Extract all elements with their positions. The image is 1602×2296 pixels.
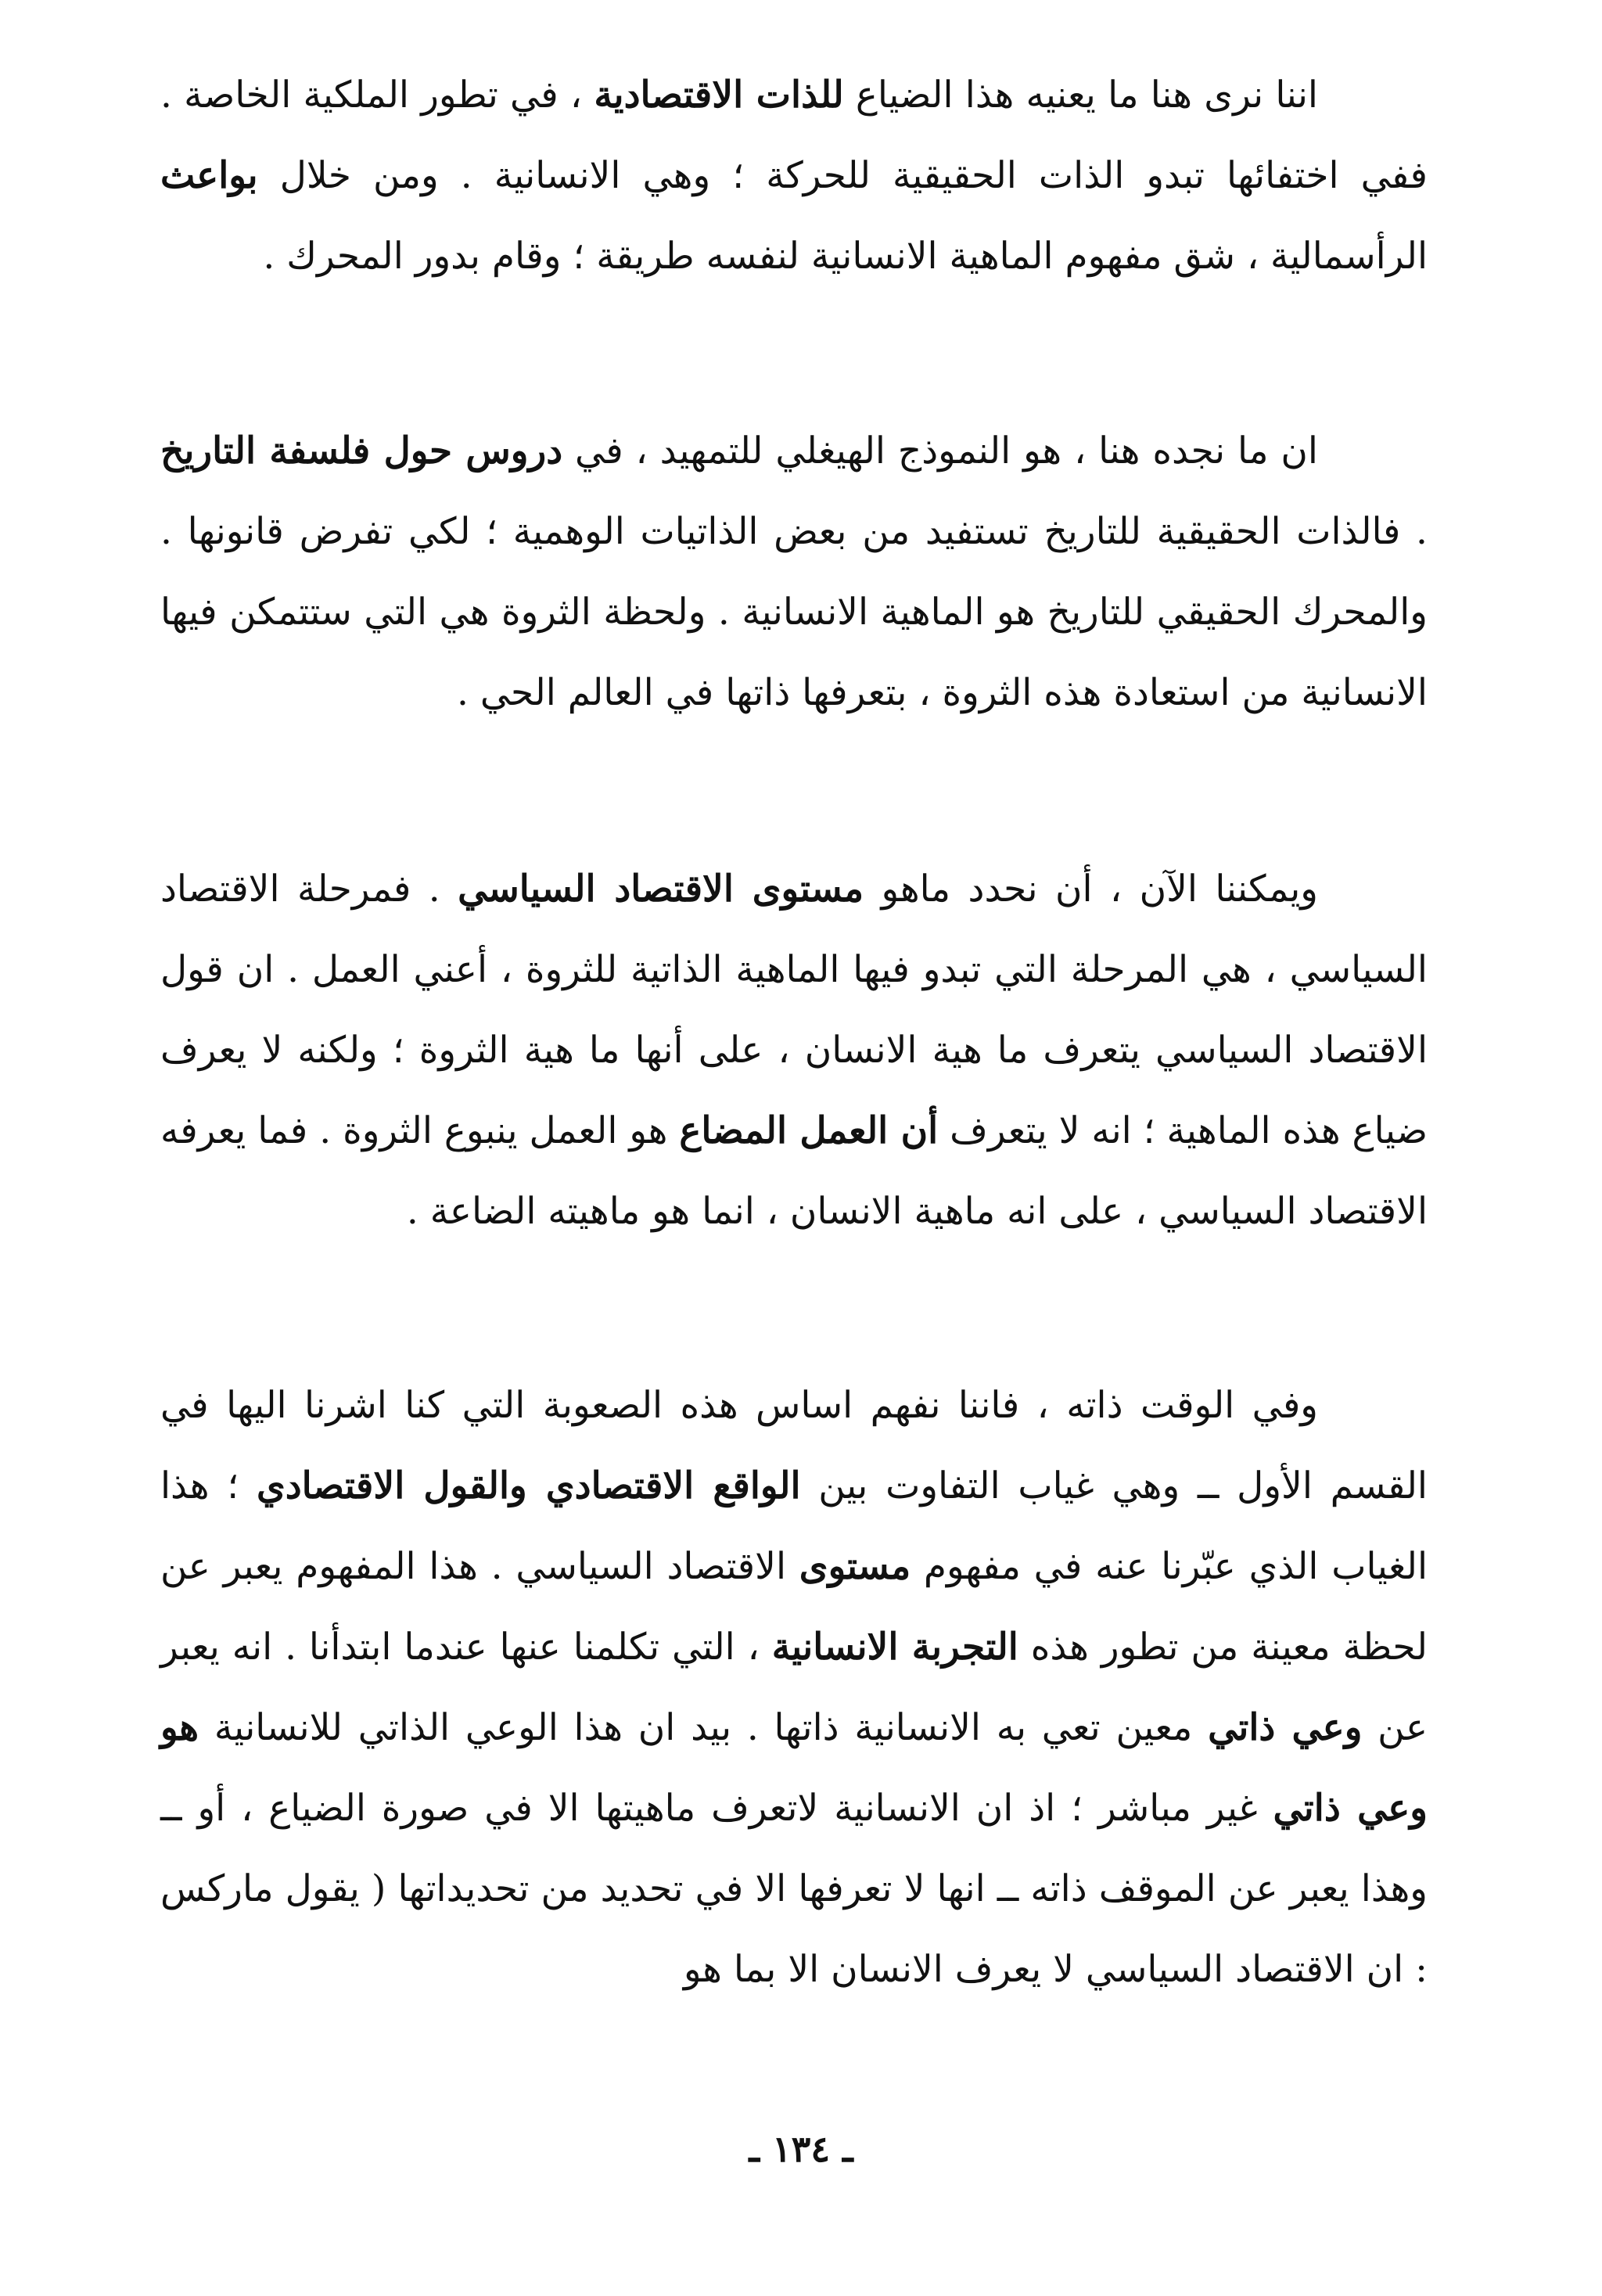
paragraph-3	[160, 849, 1428, 1252]
paragraph-1	[160, 55, 1428, 296]
paragraph-3-text: . فمرحلة الاقتصاد السياسي ، هي المرحلة التي تبدو فيها الماهية الذاتية للثروة ، أعني العمل . ان قول الاقتصاد السياسي يتعرف ما هية الانسان ، على أنها ما هية الثروة ؛ ولكنه لا يعرف ضياع هذه الماهية ؛ انه لا يتعرف	[160, 868, 1428, 1152]
paragraph-4	[160, 1365, 1428, 2010]
paragraph-1-emphasis: للذات الاقتصادية	[594, 74, 844, 117]
paragraph-4-text: الاقتصاد السياسي . هذا المفهوم يعبر عن لحظة معينة من تطور هذه	[160, 1545, 1428, 1669]
paragraph-1-text: الرأسمالية ، شق مفهوم الماهية الانسانية لنفسه طريقة ؛ وقام بدور المحرك .	[263, 235, 1428, 278]
paragraph-3-emphasis: مستوى الاقتصاد السياسي	[458, 868, 864, 911]
paragraph-4-text: ، التي تكلمنا عنها عندما ابتدأنا . انه يعبر عن	[160, 1626, 1428, 1749]
paragraph-4-text: ؛ هذا الغياب الذي عبّرنا عنه في مفهوم	[160, 1464, 1428, 1588]
paragraph-4-emphasis: مستوى	[799, 1545, 911, 1588]
paragraph-4-text: وفي الوقت ذاته ، فاننا نفهم اساس هذه الصعوبة التي كنا اشرنا اليها في القسم الأول ــ وهي غياب التفاوت بين	[160, 1384, 1428, 1507]
paragraph-3-text: ويمكننا الآن ، أن نحدد ماهو	[864, 868, 1318, 911]
paragraph-4-emphasis: هو وعي ذاتي	[160, 1706, 1428, 1830]
paragraph-4-emphasis: وعي ذاتي	[1208, 1706, 1363, 1749]
paragraph-2-text: . فالذات الحقيقية للتاريخ تستفيد من بعض الذاتيات الوهمية ؛ لكي تفرض قانونها . والمحرك الحقيقي للتاريخ هو الماهية الانسانية . ولحظة الثروة هي التي ستتمكن فيها الانسانية من استعادة هذه الثروة ، بتعرفها ذاتها في العالم الحي .	[160, 510, 1428, 714]
paragraph-3-emphasis: أن العمل المضاع	[679, 1109, 939, 1152]
paragraph-2-emphasis: دروس حول فلسفة التاريخ	[160, 429, 563, 472]
paragraph-4-emphasis: التجربة الانسانية	[771, 1626, 1018, 1669]
paragraph-2-text: ان ما نجده هنا ، هو النموذج الهيغلي للتمهيد ، في	[562, 429, 1318, 472]
page-number: ـ ١٣٤ ـ	[749, 2128, 853, 2170]
paragraph-4-emphasis: الواقع الاقتصادي والقول الاقتصادي	[256, 1464, 801, 1507]
paragraph-1-text: ، في تطور الملكية الخاصة . ففي اختفائها تبدو الذات الحقيقية للحركة ؛ وهي الانسانية . ومن خلال	[160, 74, 1428, 197]
paragraph-2	[160, 411, 1428, 733]
paragraph-4-text: معين تعي به الانسانية ذاتها . بيد ان هذا الوعي الذاتي للانسانية	[199, 1706, 1209, 1749]
paragraph-1-text: اننا نرى هنا ما يعنيه هذا الضياع	[843, 74, 1318, 117]
paragraph-3-text: هو العمل ينبوع الثروة . فما يعرفه الاقتصاد السياسي ، على انه ماهية الانسان ، انما هو ماهيته الضاعة .	[160, 1109, 1428, 1233]
paragraph-1-emphasis: بواعث	[160, 154, 258, 197]
paragraph-4-text: غير مباشر ؛ اذ ان الانسانية لاتعرف ماهيتها الا في صورة الضياع ، أو ــ وهذا يعبر عن الموقف ذاته ــ انها لا تعرفها الا في تحديد من تحديداتها ( يقول ماركس : ان الاقتصاد السياسي لا يعرف الانسان الا بما هو	[160, 1787, 1428, 1991]
